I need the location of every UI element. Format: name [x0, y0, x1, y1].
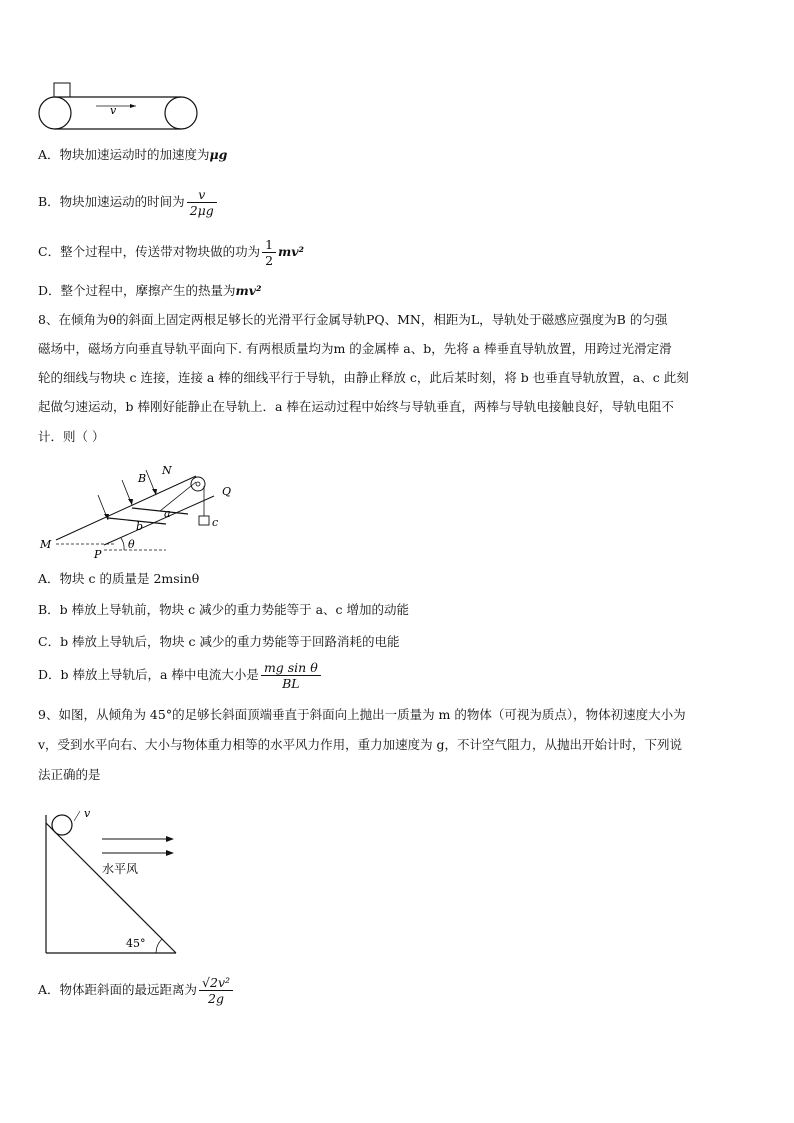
q7-option-c: C．整个过程中，传送带对物块做的功为 $\frac{1}{2}$ mv²	[38, 237, 304, 268]
rail-pq	[104, 496, 214, 545]
block	[54, 83, 70, 97]
left-roller	[39, 97, 71, 129]
svg-text:b: b	[136, 520, 144, 533]
q8-stem-line-4: 起做匀速运动，b 棒刚好能静止在导轨上．a 棒在运动过程中始终与导轨垂直，两棒与导轨电接触良好，导轨电阻不	[38, 399, 674, 414]
slope-wind-figure	[40, 805, 190, 960]
q8-option-a: A．物块 c 的质量是 2msinθ	[38, 571, 200, 586]
wind-label: 水平风	[102, 862, 139, 876]
rail-mn	[56, 476, 196, 540]
svg-text:v: v	[84, 807, 91, 820]
q9-stem-line-3: 法正确的是	[38, 767, 101, 782]
fraction: $\frac{\text{√2v²}}{2g}$	[199, 975, 233, 1006]
conveyor-belt-figure	[36, 80, 200, 132]
svg-text:Q: Q	[222, 485, 232, 498]
block-c	[199, 516, 209, 525]
q7-option-a: A．物块加速运动时的加速度为μg	[38, 147, 228, 162]
q8-stem-line-2: 磁场中，磁场方向垂直导轨平面向下. 有两根质量均为m 的金属棒 a、b，先将 a 棒垂直导轨放置，用跨过光滑定滑	[38, 341, 672, 356]
slope	[46, 823, 176, 953]
svg-text:c: c	[212, 516, 219, 529]
velocity-label: v	[110, 104, 117, 117]
q8-stem-line-5: 计．则（ ）	[38, 429, 105, 444]
svg-text:θ: θ	[128, 538, 135, 551]
fraction: $\frac{1}{2}$	[262, 237, 276, 268]
svg-text:P: P	[94, 548, 102, 560]
right-roller	[165, 97, 197, 129]
q7-option-b: B．物块加速运动的时间为 $\frac{v}{2\mu g}$	[38, 186, 219, 218]
q8-stem-line-1: 8、在倾角为θ的斜面上固定两根足够长的光滑平行金属导轨PQ、MN，相距为L，导轨处于磁感应强度为B 的匀强	[38, 312, 668, 327]
inclined-rails-figure	[36, 460, 246, 560]
q9-stem-line-1: 9、如图，从倾角为 45°的足够长斜面顶端垂直于斜面向上抛出一质量为 m 的物体（可视为质点），物体初速度大小为	[38, 707, 686, 722]
q8-option-c: C．b 棒放上导轨后，物块 c 减少的重力势能等于回路消耗的电能	[38, 634, 400, 649]
svg-text:N: N	[162, 464, 172, 477]
q9-stem-line-2: v，受到水平向右、大小与物体重力相等的水平风力作用，重力加速度为 g，不计空气阻力，从抛出开始计时，下列说	[38, 737, 683, 752]
q8-option-d: D．b 棒放上导轨后，a 棒中电流大小是 $\frac{\text{mg sin θ}}{BL}$	[38, 658, 323, 692]
q8-option-b: B．b 棒放上导轨前，物块 c 减少的重力势能等于 a、c 增加的动能	[38, 602, 410, 617]
q8-stem-line-3: 轮的细线与物块 c 连接，连接 a 棒的细线平行于导轨，由静止释放 c，此后某时刻，将 b 也垂直导轨放置，a、c 此刻	[38, 370, 689, 385]
angle-label: 45°	[126, 937, 146, 950]
svg-text:M: M	[40, 538, 52, 551]
fraction: $\frac{v}{2\mu g}$	[187, 187, 217, 218]
svg-text:a: a	[164, 507, 171, 520]
q9-option-a: A．物体距斜面的最远距离为 $\frac{\text{√2v²}}{2g}$	[38, 972, 235, 1008]
projectile-ball	[52, 815, 72, 835]
svg-text:B: B	[138, 472, 147, 485]
q7-option-d: D．整个过程中，摩擦产生的热量为mv²	[38, 283, 262, 298]
fraction: $\frac{\text{mg sin θ}}{BL}$	[261, 660, 321, 691]
